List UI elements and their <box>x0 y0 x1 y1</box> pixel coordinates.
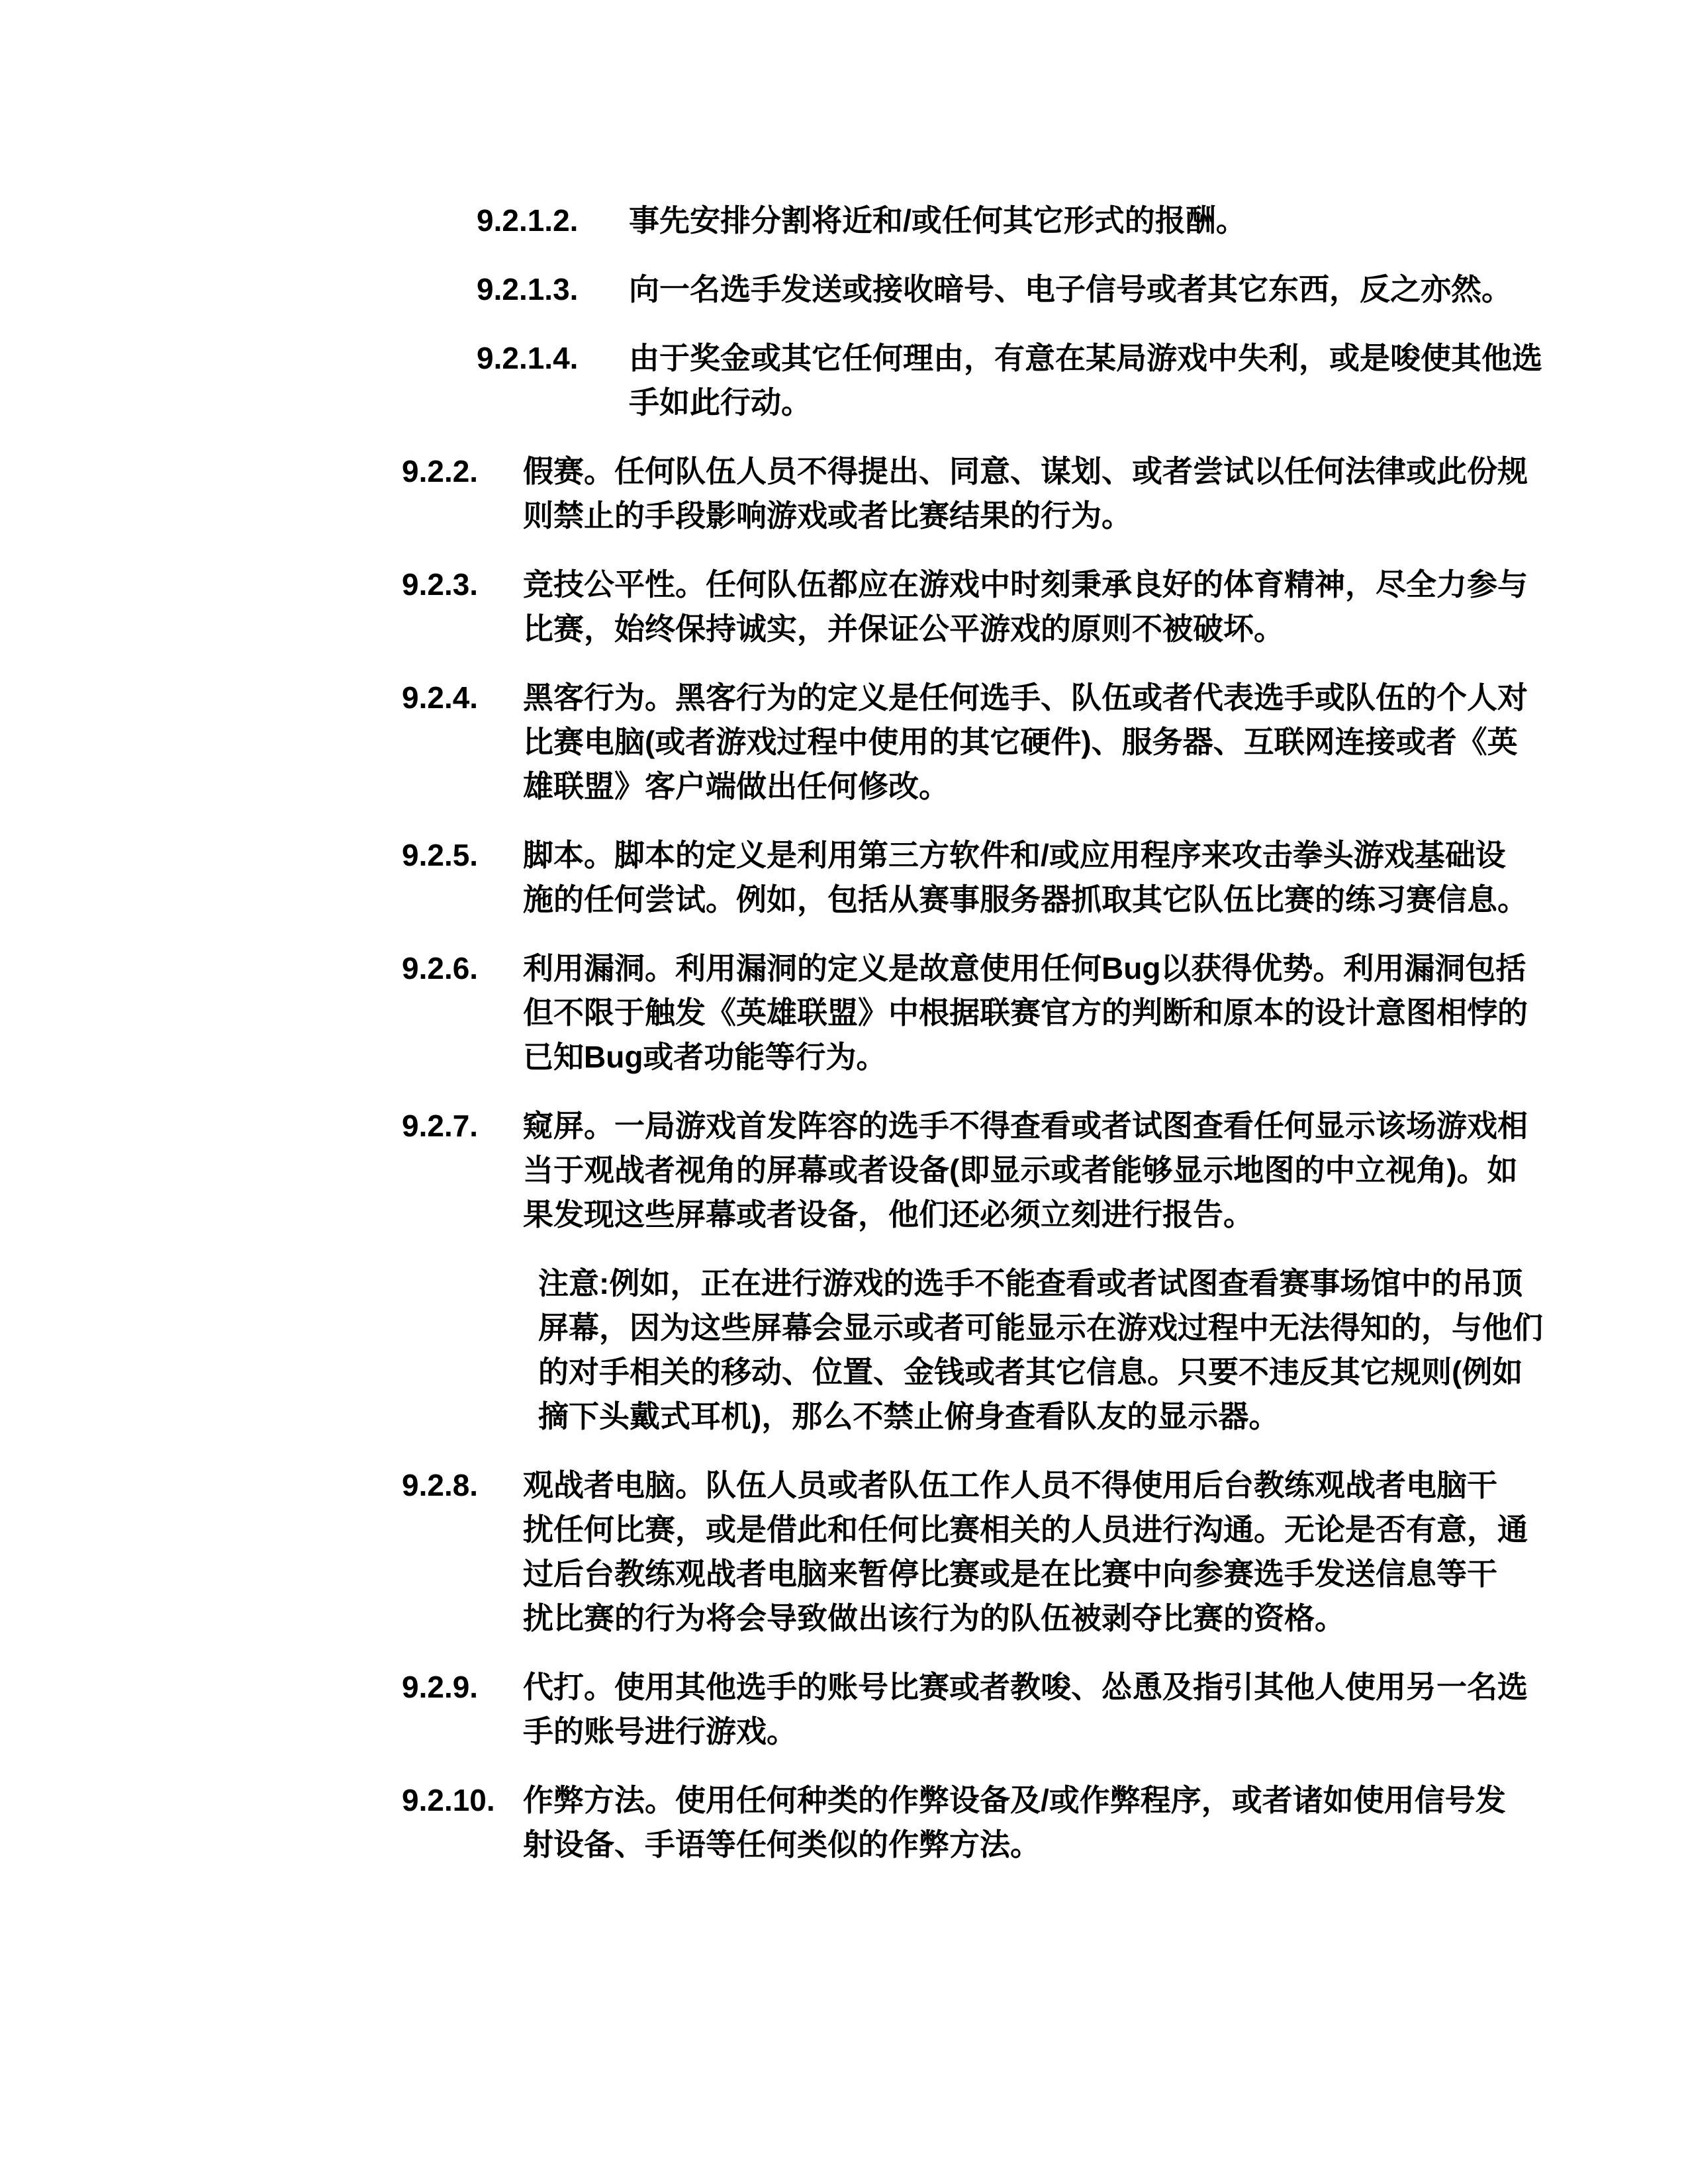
item-number: 9.2.1.3. <box>477 272 579 306</box>
item-number: 9.2.5. <box>402 838 479 872</box>
text-line: 脚本。脚本的定义是利用第三方软件和/或应用程序来攻击拳头游戏基础设 <box>523 838 1506 872</box>
text-line: 射设备、手语等任何类似的作弊方法。 <box>523 1827 1041 1862</box>
rule-item <box>0 563 1688 651</box>
text-line: 代打。使用其他选手的账号比赛或者教唆、怂恿及指引其他人使用另一名选 <box>523 1670 1528 1704</box>
rule-item <box>0 267 1688 312</box>
text-line: 观战者电脑。队伍人员或者队伍工作人员不得使用后台教练观战者电脑干 <box>523 1468 1497 1502</box>
rule-item <box>0 946 1688 1079</box>
item-text <box>523 563 1528 651</box>
text-line: 比赛，始终保持诚实，并保证公平游戏的原则不被破坏。 <box>523 612 1284 646</box>
text-line: 手如此行动。 <box>629 385 812 420</box>
item-number: 9.2.9. <box>402 1670 479 1704</box>
item-text <box>523 946 1528 1079</box>
text-line: 施的任何尝试。例如，包括从赛事服务器抓取其它队伍比赛的练习赛信息。 <box>523 882 1528 917</box>
text-line: 的对手相关的移动、位置、金钱或者其它信息。只要不违反其它规则(例如 <box>538 1355 1523 1389</box>
text-line: 作弊方法。使用任何种类的作弊设备及/或作弊程序，或者诸如使用信号发 <box>523 1783 1506 1817</box>
text-line: 则禁止的手段影响游戏或者比赛结果的行为。 <box>523 498 1132 533</box>
item-number: 9.2.7. <box>402 1109 479 1143</box>
item-text <box>538 1261 1543 1439</box>
text-line: 由于奖金或其它任何理由，有意在某局游戏中失利，或是唆使其他选 <box>629 341 1542 375</box>
rule-item <box>0 1463 1688 1641</box>
item-number: 9.2.10. <box>402 1783 495 1817</box>
rule-item <box>0 1665 1688 1754</box>
text-line: 已知Bug或者功能等行为。 <box>523 1040 887 1074</box>
text-line: 当于观战者视角的屏幕或者设备(即显示或者能够显示地图的中立视角)。如 <box>523 1153 1518 1187</box>
text-line: 过后台教练观战者电脑来暂停比赛或是在比赛中向参赛选手发送信息等干 <box>523 1557 1497 1591</box>
item-text <box>523 1665 1528 1754</box>
rule-item <box>0 1104 1688 1237</box>
text-line: 扰比赛的行为将会导致做出该行为的队伍被剥夺比赛的资格。 <box>523 1601 1345 1635</box>
item-text <box>523 1463 1528 1641</box>
item-text <box>523 833 1528 922</box>
item-number: 9.2.6. <box>402 951 479 985</box>
text-line: 假赛。任何队伍人员不得提出、同意、谋划、或者尝试以任何法律或此份规 <box>523 454 1528 488</box>
text-line: 窥屏。一局游戏首发阵容的选手不得查看或者试图查看任何显示该场游戏相 <box>523 1109 1528 1143</box>
text-line: 果发现这些屏幕或者设备，他们还必须立刻进行报告。 <box>523 1197 1254 1232</box>
text-line: 屏幕，因为这些屏幕会显示或者可能显示在游戏过程中无法得知的，与他们 <box>538 1310 1543 1345</box>
text-line: 摘下头戴式耳机)，那么不禁止俯身查看队友的显示器。 <box>538 1399 1280 1433</box>
text-line: 利用漏洞。利用漏洞的定义是故意使用任何Bug以获得优势。利用漏洞包括 <box>523 951 1526 985</box>
rule-item <box>0 336 1688 425</box>
text-line: 事先安排分割将近和/或任何其它形式的报酬。 <box>629 203 1246 238</box>
item-number: 9.2.2. <box>402 454 479 488</box>
item-text <box>629 267 1512 312</box>
item-number: 9.2.1.4. <box>477 341 579 375</box>
item-text <box>629 336 1542 425</box>
text-line: 手的账号进行游戏。 <box>523 1714 797 1749</box>
text-line: 雄联盟》客户端做出任何修改。 <box>523 769 949 803</box>
rule-item <box>0 199 1688 243</box>
note-paragraph <box>0 1261 1688 1439</box>
text-line: 扰任何比赛，或是借此和任何比赛相关的人员进行沟通。无论是否有意，通 <box>523 1512 1528 1547</box>
rules-list <box>0 199 1688 1867</box>
rule-item <box>0 449 1688 538</box>
item-text <box>523 1104 1528 1237</box>
item-text <box>523 676 1528 809</box>
item-number: 9.2.4. <box>402 680 479 715</box>
rule-item <box>0 676 1688 809</box>
item-text <box>523 1778 1506 1867</box>
rule-item <box>0 833 1688 922</box>
text-line: 黑客行为。黑客行为的定义是任何选手、队伍或者代表选手或队伍的个人对 <box>523 680 1528 715</box>
item-number: 9.2.8. <box>402 1468 479 1502</box>
item-number: 9.2.3. <box>402 567 479 602</box>
text-line: 向一名选手发送或接收暗号、电子信号或者其它东西，反之亦然。 <box>629 272 1512 306</box>
text-line: 但不限于触发《英雄联盟》中根据联赛官方的判断和原本的设计意图相悖的 <box>523 995 1528 1030</box>
rule-item <box>0 1778 1688 1867</box>
item-number: 9.2.1.2. <box>477 203 579 238</box>
item-text <box>629 199 1246 243</box>
item-text <box>523 449 1528 538</box>
text-line: 竞技公平性。任何队伍都应在游戏中时刻秉承良好的体育精神，尽全力参与 <box>523 567 1528 602</box>
text-line: 比赛电脑(或者游戏过程中使用的其它硬件)、服务器、互联网连接或者《英 <box>523 725 1518 759</box>
text-line: 注意:例如，正在进行游戏的选手不能查看或者试图查看赛事场馆中的吊顶 <box>538 1266 1523 1300</box>
